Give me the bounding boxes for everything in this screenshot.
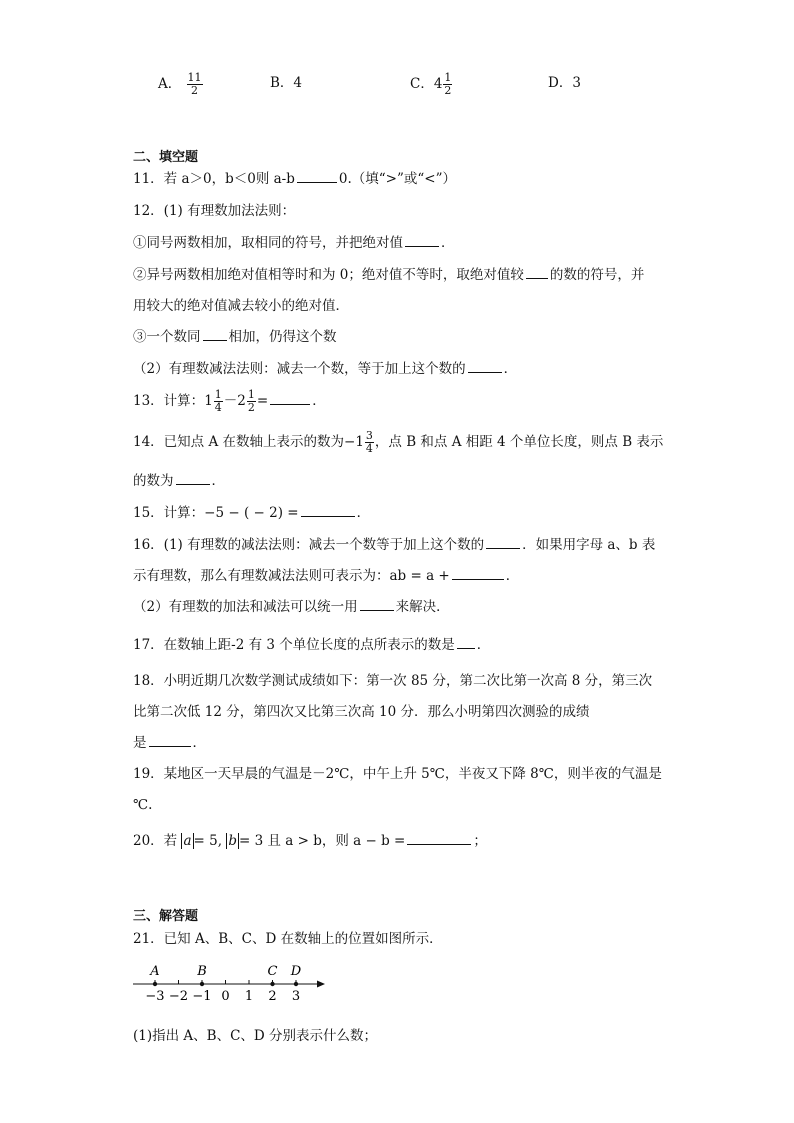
q13-text: 13．计算： xyxy=(133,393,205,409)
answer-blank xyxy=(270,392,310,405)
question-18-line-1: 18．小明近期几次数学测试成绩如下：第一次 85 分，第二次比第一次高 8 分，第三次 xyxy=(133,673,653,689)
q20-abs-b: b xyxy=(228,833,237,849)
arrow-right-icon xyxy=(317,981,325,988)
q14-line2-text: 的数为 xyxy=(133,473,174,489)
answer-blank xyxy=(360,598,394,611)
q13-fraction-2 xyxy=(247,389,256,414)
question-16-line-3 xyxy=(133,598,450,616)
q18-l3-end: ． xyxy=(192,735,206,751)
answer-blank xyxy=(457,636,475,649)
option-c-label: C．4 xyxy=(410,76,443,92)
q20-eq2: = 3 且 a > b，则 a − b = xyxy=(238,833,406,849)
answer-blank xyxy=(297,170,337,183)
answer-blank xyxy=(149,734,191,747)
q15-text: 15．计算：−5 − ( − 2) = xyxy=(133,505,299,521)
option-d: D．3 xyxy=(548,75,581,91)
question-16-line-2 xyxy=(133,567,519,585)
q14-fraction xyxy=(365,430,374,455)
number-line-point xyxy=(270,982,274,986)
number-line-tick-label: −3 xyxy=(145,989,165,1004)
q14-text: 14．已知点 A 在数轴上表示的数为 xyxy=(133,434,345,450)
number-line-point xyxy=(200,982,204,986)
fraction-numerator: 3 xyxy=(365,429,373,442)
answer-blank xyxy=(526,266,548,279)
question-11 xyxy=(133,170,456,188)
q20-abs-a: a xyxy=(183,833,192,849)
number-line-figure xyxy=(133,960,333,1010)
fraction-denominator: 2 xyxy=(191,84,199,97)
q18-l3-text: 是 xyxy=(133,735,147,751)
number-line-point-label: C xyxy=(267,964,278,979)
q12-rule3-end: 相加，仍得这个数 xyxy=(228,329,337,345)
option-c-fraction xyxy=(443,72,452,97)
section-heading-solve: 三、解答题 xyxy=(133,909,199,924)
q20-end: ； xyxy=(473,833,487,849)
number-line-tick-label: −1 xyxy=(192,989,212,1004)
question-13 xyxy=(133,389,326,414)
question-21: 21．已知 A、B、C、D 在数轴上的位置如图所示． xyxy=(133,931,443,947)
q13-equals: = xyxy=(256,393,269,409)
question-15 xyxy=(133,504,370,522)
q11-text: 11．若 a＞0，b＜0则 a-b xyxy=(133,171,295,187)
q20-text: 20．若 xyxy=(133,833,178,849)
question-14-cont xyxy=(133,472,225,490)
question-18-line-2: 比第二次低 12 分，第四次又比第三次高 10 分．那么小明第四次测验的成绩 xyxy=(133,704,590,720)
question-19-line-2: ℃. xyxy=(133,797,153,813)
q11-text-end: 0.（填“>”或“<”） xyxy=(338,171,457,187)
question-12-rule-2-cont: 用较大的绝对值减去较小的绝对值． xyxy=(133,298,349,314)
q16-l1-end: ．如果用字母 a、b 表 xyxy=(522,537,656,553)
question-12-part-2 xyxy=(133,360,517,378)
q14-line2-end: ． xyxy=(211,473,225,489)
question-17 xyxy=(133,636,490,654)
number-line-tick-label: 0 xyxy=(221,989,230,1004)
q13-fraction-1 xyxy=(214,389,223,414)
number-line-point xyxy=(153,982,157,986)
number-line-tick-label: 1 xyxy=(244,989,254,1004)
answer-blank xyxy=(452,567,504,580)
q13-minus-whole: －2 xyxy=(223,393,246,409)
answer-blank xyxy=(203,328,227,341)
question-12-rule-1 xyxy=(133,234,455,252)
q12-part2-text: （2）有理数减法法则：减去一个数，等于加上这个数的 xyxy=(133,361,466,377)
question-16-line-1 xyxy=(133,536,655,554)
answer-blank xyxy=(301,504,355,517)
number-line-tick-label: 2 xyxy=(268,989,277,1004)
fraction-denominator: 2 xyxy=(247,401,255,414)
fraction-denominator: 4 xyxy=(365,442,373,455)
q12-rule1-text: ①同号两数相加，取相同的符号，并把绝对值 xyxy=(133,235,403,251)
section-heading-fill-blank: 二、填空题 xyxy=(133,150,199,165)
question-14 xyxy=(133,430,663,455)
q13-whole-1: 1 xyxy=(204,393,213,409)
question-12-rule-3 xyxy=(133,328,337,346)
option-c xyxy=(410,72,453,97)
question-18-line-3 xyxy=(133,734,206,752)
answer-blank xyxy=(407,832,471,845)
fraction-numerator: 1 xyxy=(214,388,222,401)
q16-l3-text: （2）有理数的加法和减法可以统一用 xyxy=(133,599,358,615)
question-19-line-1: 19．某地区一天早晨的气温是－2℃，中午上升 5℃，半夜又下降 8℃，则半夜的气温是 xyxy=(133,766,662,782)
q12-rule3-text: ③一个数同 xyxy=(133,329,201,345)
q20-eq1: = 5, xyxy=(193,833,223,849)
question-12-rule-2 xyxy=(133,266,644,284)
q12-rule2-end: 的数的符号，并 xyxy=(549,267,645,283)
question-21-part-1: (1)指出 A、B、C、D 分别表示什么数； xyxy=(133,1028,378,1044)
answer-blank xyxy=(176,472,210,485)
question-20 xyxy=(133,832,487,850)
fraction-numerator: 11 xyxy=(187,71,202,84)
q14-text-end: ，点 B 和点 A 相距 4 个单位长度，则点 B 表示 xyxy=(374,434,664,450)
number-line-tick-label: 3 xyxy=(291,989,301,1004)
fraction-numerator: 1 xyxy=(247,388,255,401)
number-line-point-label: B xyxy=(197,964,207,979)
answer-blank xyxy=(486,536,520,549)
answer-blank xyxy=(468,360,502,373)
q14-whole: −1 xyxy=(344,434,364,450)
q15-end: ． xyxy=(356,505,371,521)
number-line-tick-label: −2 xyxy=(168,989,189,1004)
q16-l2-end: ． xyxy=(505,568,520,584)
option-a-label: A． xyxy=(158,76,182,92)
number-line-point-label: D xyxy=(290,964,302,979)
option-a xyxy=(158,72,204,97)
q16-l1-text: 16．(1) 有理数的减法法则：减去一个数等于加上这个数的 xyxy=(133,537,485,553)
q12-rule2-text: ②异号两数相加绝对值相等时和为 0；绝对值不等时，取绝对值较 xyxy=(133,267,524,283)
fraction-numerator: 1 xyxy=(444,71,452,84)
number-line-point xyxy=(294,982,298,986)
q12-rule1-end: ． xyxy=(441,235,455,251)
fraction-denominator: 4 xyxy=(214,401,222,414)
q16-l2-text: 示有理数，那么有理数减法法则可表示为：ab = a + xyxy=(133,568,450,584)
q16-l3-end: 来解决． xyxy=(395,599,450,615)
q17-text: 17．在数轴上距-2 有 3 个单位长度的点所表示的数是 xyxy=(133,637,455,653)
q13-end: ． xyxy=(312,393,326,409)
q12-part2-end: ． xyxy=(503,361,518,377)
option-b: B．4 xyxy=(270,75,303,91)
fraction-denominator: 2 xyxy=(444,84,452,97)
q17-end: ． xyxy=(476,637,491,653)
answer-blank xyxy=(405,234,439,247)
option-a-fraction xyxy=(187,72,203,97)
number-line-point-label: A xyxy=(150,964,160,979)
question-12-heading: 12．(1) 有理数加法法则： xyxy=(133,203,296,219)
